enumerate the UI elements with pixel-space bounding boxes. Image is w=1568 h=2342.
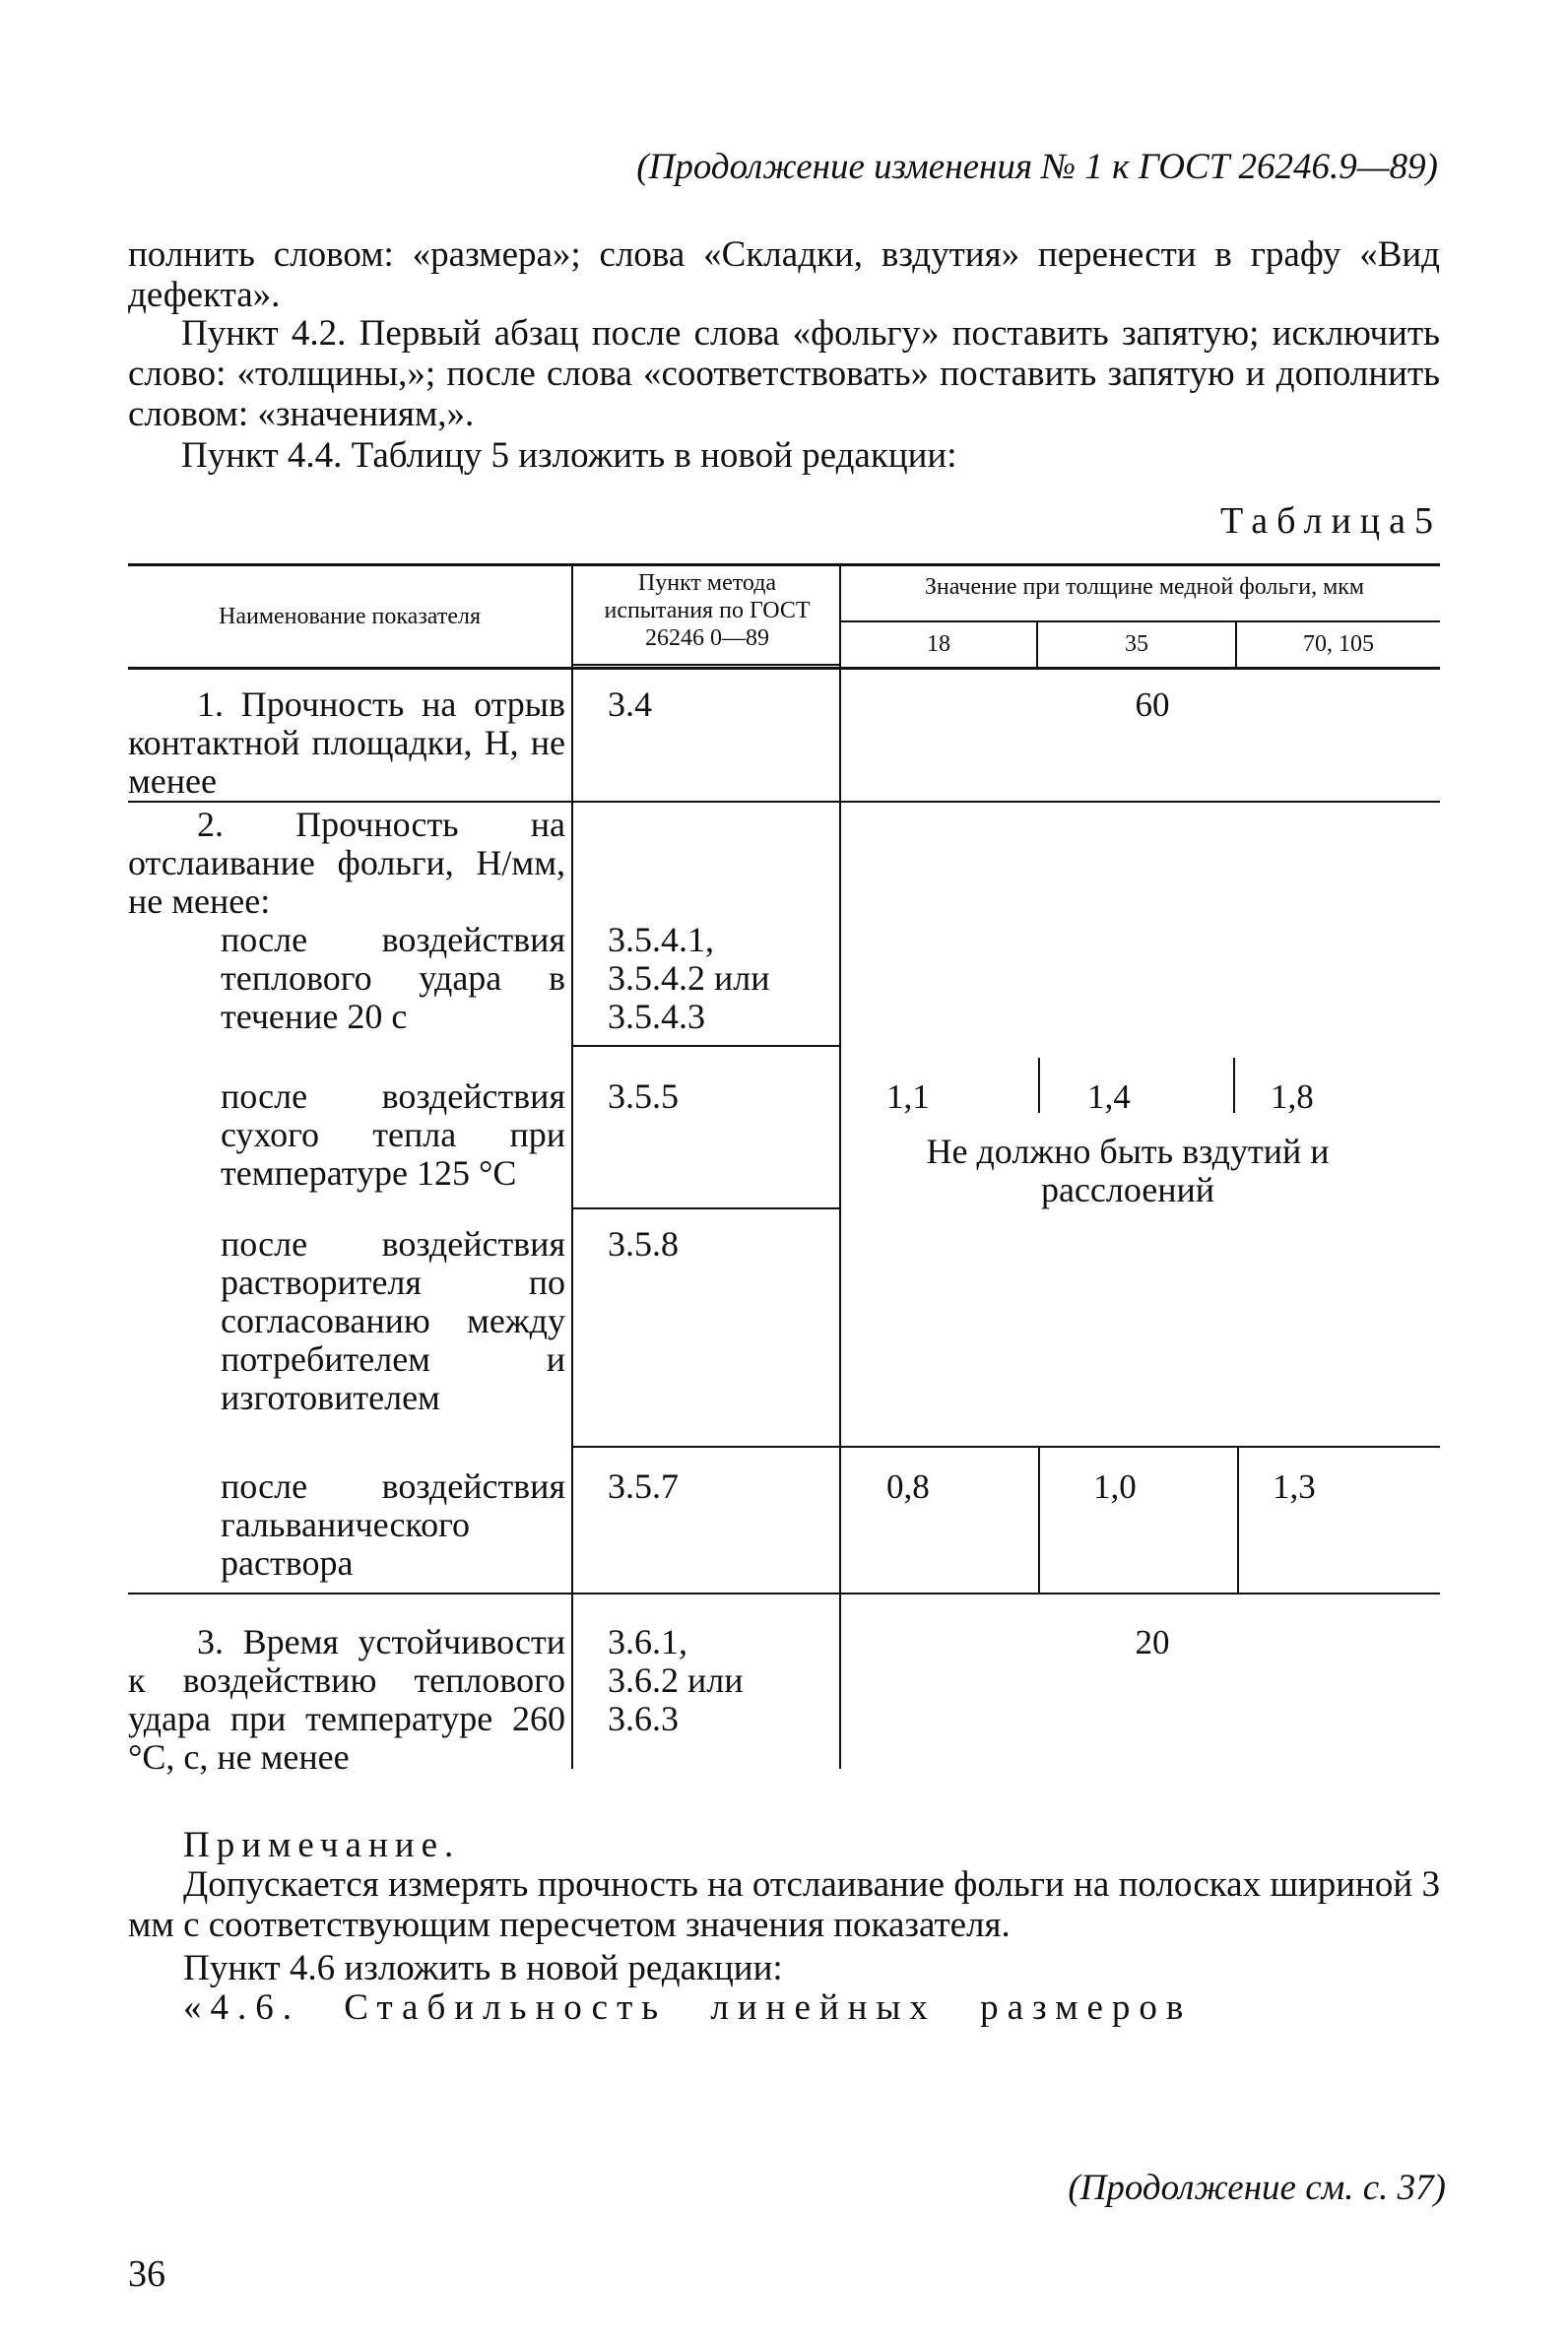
header-method: Пункт метода испытания по ГОСТ 26246 0—89	[604, 570, 811, 651]
row2-label: 2. Прочность на отслаивание фольги, Н/мм, не менее:	[128, 805, 565, 921]
header-group-rule	[839, 620, 1440, 622]
galv-divider-2	[1237, 1447, 1239, 1593]
value-tick-2	[1233, 1058, 1235, 1113]
value-tick-1	[1038, 1058, 1040, 1113]
row1-label: 1. Прочность на отрыв контактной площадки, Н, не менее	[128, 684, 565, 801]
row3-value: 20	[1135, 1623, 1170, 1661]
row2a-method-1: 3.5.4.1,	[608, 920, 714, 959]
note-text: Допускается измерять прочность на отслаивание фольги на полосках шириной 3 мм с соответствующим пересчетом значения показателя.	[128, 1864, 1440, 1945]
note-heading: Примечание.	[183, 1825, 461, 1865]
row2d-value-35: 1,0	[1093, 1467, 1137, 1506]
header-thickness-70-105: 70, 105	[1303, 631, 1374, 657]
header-method-bottom-rule	[573, 664, 841, 666]
row3-method-3: 3.6.3	[608, 1699, 679, 1738]
row1-bottom-rule	[128, 801, 1440, 803]
paragraph-item-4-4: Пункт 4.4. Таблицу 5 изложить в новой редакции:	[181, 435, 957, 476]
row2-bottom-rule	[128, 1593, 1440, 1594]
subrow-a-bottom-rule	[573, 1045, 841, 1047]
row3-method-1: 3.6.1,	[608, 1622, 687, 1661]
galv-divider-1	[1038, 1447, 1040, 1593]
subrow-b-bottom-rule	[573, 1207, 841, 1209]
row2d-label: после воздействия гальванического раствора	[221, 1466, 565, 1583]
row2a-method-3: 3.5.4.3	[608, 997, 705, 1036]
row2b-label: после воздействия сухого тепла при температуре 125 °С	[221, 1076, 565, 1193]
row3-label: 3. Время устойчивости к воздействию теплового удара при температуре 260 °С, с, не менее	[128, 1622, 565, 1777]
header-thickness-35: 35	[1125, 631, 1148, 657]
header-value-group: Значение при толщине медной фольги, мкм	[924, 574, 1365, 600]
paragraph-item-4-6: Пункт 4.6 изложить в новой редакции:	[183, 1948, 783, 1988]
row2d-method: 3.5.7	[608, 1466, 679, 1506]
row2-value-70-105: 1,8	[1271, 1077, 1314, 1116]
value-column-divider	[839, 563, 841, 1769]
row3-method-2: 3.6.2 или	[608, 1660, 744, 1700]
table-top-rule	[128, 563, 1440, 566]
method-column-divider	[571, 563, 573, 1769]
row2a-label: после воздействия теплового удара в течение 20 с	[221, 920, 565, 1036]
paragraph-continuation: полнить словом: «размера»; слова «Складки, вздутия» перенести в графу «Вид дефекта».	[128, 234, 1440, 315]
row1-value: 60	[1135, 685, 1170, 724]
row2a-method-2: 3.5.4.2 или	[608, 958, 770, 998]
row2-value-35: 1,4	[1087, 1077, 1131, 1116]
running-header: (Продолжение изменения № 1 к ГОСТ 26246.9—89)	[636, 147, 1438, 187]
continuation-note: (Продолжение см. с. 37)	[1068, 2168, 1446, 2208]
subrow-c-bottom-rule	[573, 1446, 1440, 1448]
header-indicator: Наименование показателя	[219, 604, 481, 629]
row2c-method: 3.5.8	[608, 1224, 679, 1264]
page-number: 36	[128, 2253, 165, 2295]
row2d-value-18: 0,8	[886, 1467, 930, 1506]
row2-no-defects: Не должно быть вздутий и расслоений	[926, 1132, 1330, 1209]
row2b-method: 3.5.5	[608, 1076, 679, 1116]
row2d-value-70-105: 1,3	[1273, 1467, 1316, 1506]
row2c-label: после воздействия растворителя по согласованию между потребителем и изготовителем	[221, 1224, 565, 1417]
paragraph-item-4-6-title: «4.6. Стабильность линейных размеров	[183, 1987, 1193, 2028]
row2-value-18: 1,1	[886, 1077, 930, 1116]
header-bottom-rule	[128, 667, 1440, 670]
row1-method: 3.4	[608, 684, 652, 724]
table-caption: Таблица5	[1219, 500, 1442, 542]
header-thickness-18: 18	[927, 631, 950, 657]
paragraph-item-4-2: Пункт 4.2. Первый абзац после слова «фольгу» поставить запятую; исключить слово: «толщины,»; после слова «соответствовать» поставить запятую и дополнить словом: «значениям,».	[128, 313, 1440, 434]
